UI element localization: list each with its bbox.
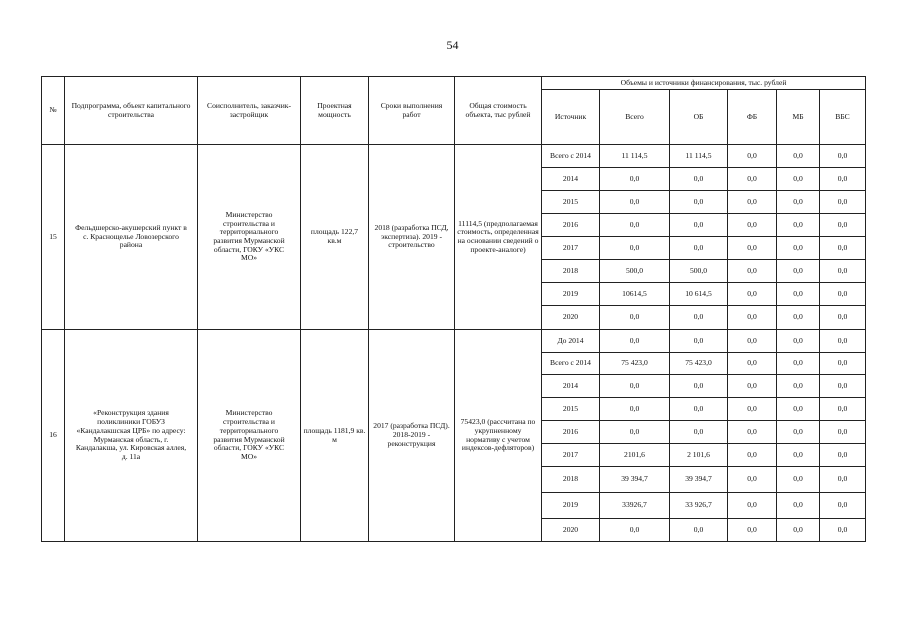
cell-source: Всего с 2014 xyxy=(542,145,600,168)
cell-total: 0,0 xyxy=(600,398,670,421)
cell-source: 2018 xyxy=(542,467,600,493)
cell-source: 2016 xyxy=(542,214,600,237)
cell-vbs: 0,0 xyxy=(820,519,866,542)
cell-mb: 0,0 xyxy=(777,214,820,237)
financing-table xyxy=(41,76,866,542)
cell-vbs: 0,0 xyxy=(820,168,866,191)
cell-vbs: 0,0 xyxy=(820,283,866,306)
cell-ob: 0,0 xyxy=(670,168,728,191)
cell-ob: 39 394,7 xyxy=(670,467,728,493)
cell-vbs: 0,0 xyxy=(820,375,866,398)
cell-fb: 0,0 xyxy=(728,283,777,306)
cell-total: 500,0 xyxy=(600,260,670,283)
cell-source: 2020 xyxy=(542,519,600,542)
cell-fb: 0,0 xyxy=(728,191,777,214)
header-total: Всего xyxy=(600,90,670,145)
cell-mb: 0,0 xyxy=(777,191,820,214)
cell-total: 0,0 xyxy=(600,306,670,330)
cell-total: 2101,6 xyxy=(600,444,670,467)
cell-ob: 0,0 xyxy=(670,519,728,542)
cell-ob: 0,0 xyxy=(670,214,728,237)
cell-ob: 75 423,0 xyxy=(670,353,728,375)
cell-mb: 0,0 xyxy=(777,283,820,306)
cell-fb: 0,0 xyxy=(728,214,777,237)
cell-total: 0,0 xyxy=(600,168,670,191)
cell-fb: 0,0 xyxy=(728,519,777,542)
cell-vbs: 0,0 xyxy=(820,467,866,493)
object-terms: 2017 (разработка ПСД). 2018-2019 - реконструкция xyxy=(369,330,455,542)
cell-fb: 0,0 xyxy=(728,330,777,353)
cell-vbs: 0,0 xyxy=(820,214,866,237)
cell-source: 2018 xyxy=(542,260,600,283)
page-number: 54 xyxy=(446,38,459,52)
cell-fb: 0,0 xyxy=(728,306,777,330)
header-terms: Сроки выполнения работ xyxy=(369,77,455,145)
cell-ob: 0,0 xyxy=(670,421,728,444)
cell-ob: 11 114,5 xyxy=(670,145,728,168)
cell-source: 2014 xyxy=(542,375,600,398)
header-total-cost: Общая стоимость объекта, тыс рублей xyxy=(455,77,542,145)
table-row xyxy=(42,145,866,168)
cell-fb: 0,0 xyxy=(728,398,777,421)
object-subprogram: «Реконструкция здания поликлиники ГОБУЗ «Кандалакшская ЦРБ» по адресу: Мурманская область, г. Кандалакша, ул. Кировская аллея, д. 11а xyxy=(65,330,198,542)
cell-vbs: 0,0 xyxy=(820,421,866,444)
object-capacity: площадь 1181,9 кв. м xyxy=(301,330,369,542)
cell-mb: 0,0 xyxy=(777,398,820,421)
cell-fb: 0,0 xyxy=(728,421,777,444)
cell-vbs: 0,0 xyxy=(820,398,866,421)
cell-mb: 0,0 xyxy=(777,493,820,519)
cell-mb: 0,0 xyxy=(777,519,820,542)
object-capacity: площадь 122,7 кв.м xyxy=(301,145,369,330)
cell-ob: 2 101,6 xyxy=(670,444,728,467)
cell-total: 0,0 xyxy=(600,375,670,398)
cell-fb: 0,0 xyxy=(728,353,777,375)
cell-mb: 0,0 xyxy=(777,237,820,260)
cell-vbs: 0,0 xyxy=(820,444,866,467)
header-ob: ОБ xyxy=(670,90,728,145)
cell-fb: 0,0 xyxy=(728,375,777,398)
cell-source: 2017 xyxy=(542,237,600,260)
cell-mb: 0,0 xyxy=(777,145,820,168)
cell-mb: 0,0 xyxy=(777,444,820,467)
cell-total: 0,0 xyxy=(600,191,670,214)
header-num: № xyxy=(42,77,65,145)
cell-total: 75 423,0 xyxy=(600,353,670,375)
cell-total: 33926,7 xyxy=(600,493,670,519)
header-subprogram: Подпрограмма, объект капитального строительства xyxy=(65,77,198,145)
object-subprogram: Фельдшерско-акушерский пункт в с. Краснощелье Ловозерского района xyxy=(65,145,198,330)
cell-total: 11 114,5 xyxy=(600,145,670,168)
object-num: 16 xyxy=(42,330,65,542)
object-total-cost: 75423,0 (рассчитана по укрупненному нормативу с учетом индексов-дефляторов) xyxy=(455,330,542,542)
object-terms: 2018 (разработка ПСД, экспертиза). 2019 - строительство xyxy=(369,145,455,330)
cell-total: 0,0 xyxy=(600,421,670,444)
cell-fb: 0,0 xyxy=(728,145,777,168)
cell-vbs: 0,0 xyxy=(820,191,866,214)
cell-source: До 2014 xyxy=(542,330,600,353)
cell-total: 0,0 xyxy=(600,519,670,542)
cell-source: 2017 xyxy=(542,444,600,467)
cell-vbs: 0,0 xyxy=(820,237,866,260)
header-mb: МБ xyxy=(777,90,820,145)
cell-mb: 0,0 xyxy=(777,330,820,353)
cell-source: 2020 xyxy=(542,306,600,330)
cell-vbs: 0,0 xyxy=(820,145,866,168)
cell-fb: 0,0 xyxy=(728,260,777,283)
cell-mb: 0,0 xyxy=(777,168,820,191)
cell-ob: 10 614,5 xyxy=(670,283,728,306)
header-financing: Объемы и источники финансирования, тыс. рублей xyxy=(542,77,866,90)
cell-vbs: 0,0 xyxy=(820,306,866,330)
cell-vbs: 0,0 xyxy=(820,493,866,519)
object-num: 15 xyxy=(42,145,65,330)
cell-fb: 0,0 xyxy=(728,237,777,260)
cell-mb: 0,0 xyxy=(777,260,820,283)
cell-vbs: 0,0 xyxy=(820,260,866,283)
cell-source: 2014 xyxy=(542,168,600,191)
cell-vbs: 0,0 xyxy=(820,353,866,375)
header-fb: ФБ xyxy=(728,90,777,145)
cell-mb: 0,0 xyxy=(777,306,820,330)
cell-total: 10614,5 xyxy=(600,283,670,306)
cell-source: 2019 xyxy=(542,283,600,306)
cell-source: 2016 xyxy=(542,421,600,444)
cell-source: 2015 xyxy=(542,398,600,421)
cell-mb: 0,0 xyxy=(777,467,820,493)
cell-ob: 33 926,7 xyxy=(670,493,728,519)
cell-total: 0,0 xyxy=(600,237,670,260)
header-coexecutor: Соисполнитель, заказчик-застройщик xyxy=(198,77,301,145)
cell-fb: 0,0 xyxy=(728,444,777,467)
cell-ob: 0,0 xyxy=(670,191,728,214)
cell-total: 0,0 xyxy=(600,330,670,353)
cell-total: 39 394,7 xyxy=(600,467,670,493)
cell-ob: 0,0 xyxy=(670,237,728,260)
header-capacity: Проектная мощность xyxy=(301,77,369,145)
header-row-1 xyxy=(42,77,866,90)
cell-fb: 0,0 xyxy=(728,493,777,519)
object-coexecutor: Министерство строительства и территориального развития Мурманской области, ГОКУ «УКС МО» xyxy=(198,145,301,330)
cell-total: 0,0 xyxy=(600,214,670,237)
object-coexecutor: Министерство строительства и территориального развития Мурманской области, ГОКУ «УКС МО» xyxy=(198,330,301,542)
cell-vbs: 0,0 xyxy=(820,330,866,353)
cell-source: 2015 xyxy=(542,191,600,214)
cell-source: 2019 xyxy=(542,493,600,519)
cell-ob: 0,0 xyxy=(670,398,728,421)
cell-ob: 0,0 xyxy=(670,330,728,353)
cell-ob: 0,0 xyxy=(670,306,728,330)
header-vbs: ВБС xyxy=(820,90,866,145)
header-source: Источник xyxy=(542,90,600,145)
cell-ob: 500,0 xyxy=(670,260,728,283)
object-total-cost: 11114,5 (предполагаемая стоимость, определенная на основании сведений о проекте-аналоге) xyxy=(455,145,542,330)
cell-ob: 0,0 xyxy=(670,375,728,398)
cell-fb: 0,0 xyxy=(728,467,777,493)
cell-fb: 0,0 xyxy=(728,168,777,191)
cell-mb: 0,0 xyxy=(777,353,820,375)
table-row xyxy=(42,330,866,353)
cell-source: Всего с 2014 xyxy=(542,353,600,375)
cell-mb: 0,0 xyxy=(777,421,820,444)
cell-mb: 0,0 xyxy=(777,375,820,398)
